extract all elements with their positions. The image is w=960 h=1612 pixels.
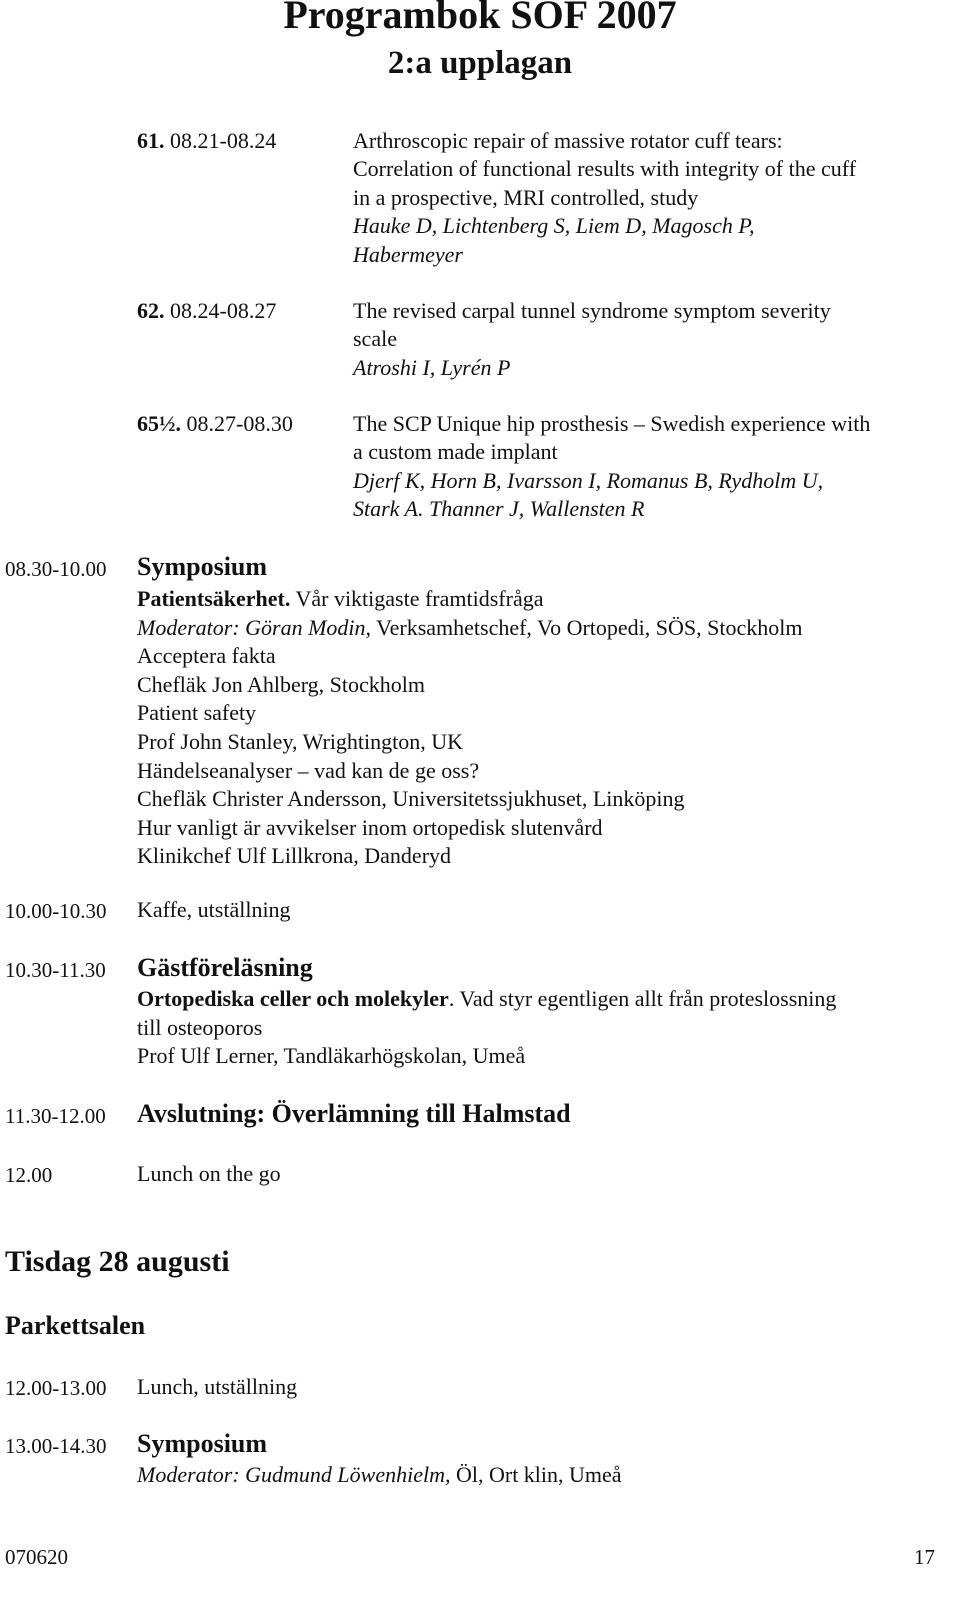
- session-time: 12.00-13.00: [5, 1376, 107, 1400]
- document-subtitle: 2:a upplagan: [387, 45, 573, 81]
- session-time: 11.30-12.00: [5, 1104, 106, 1128]
- abstract-number: 61.: [137, 128, 165, 153]
- abstract-time: 08.21-08.24: [170, 128, 277, 153]
- topic-rest: Vår viktigaste framtidsfråga: [290, 586, 544, 611]
- symposium-line: Hur vanligt är avvikelser inom ortopedisk slutenvård: [137, 814, 603, 840]
- topic-bold: Ortopediska celler och molekyler: [137, 986, 449, 1011]
- abstract-61-body: [353, 127, 856, 269]
- guest-topic: [137, 985, 836, 1014]
- abstract-time: 08.24-08.27: [170, 298, 277, 323]
- session-time: 08.30-10.00: [5, 557, 107, 581]
- abstract-time: 08.27-08.30: [186, 411, 293, 436]
- abstract-authors-line: Atroshi I, Lyrén P: [353, 354, 511, 380]
- moderator-label: Moderator: Gudmund Löwenhielm,: [137, 1462, 451, 1487]
- abstract-61-label: [137, 127, 276, 155]
- symposium-details: [137, 585, 802, 871]
- abstract-authors-line: Stark A. Thanner J, Wallensten R: [353, 496, 645, 522]
- session-heading: Symposium: [137, 1429, 268, 1458]
- abstract-title-line: a custom made implant: [353, 439, 558, 465]
- document-title: Programbok SOF 2007: [283, 0, 677, 37]
- abstract-title-line: Arthroscopic repair of massive rotator cuff tears:: [353, 128, 783, 153]
- guest-topic-line2: till osteoporos: [137, 1014, 263, 1040]
- symposium2-moderator: [137, 1461, 622, 1490]
- moderator-rest: Öl, Ort klin, Umeå: [450, 1462, 622, 1487]
- abstract-title-line: in a prospective, MRI controlled, study: [353, 184, 699, 210]
- symposium-moderator: [137, 614, 802, 643]
- abstract-authors-line: Hauke D, Lichtenberg S, Liem D, Magosch P,: [353, 213, 755, 239]
- session-time: 10.00-10.30: [5, 899, 107, 923]
- room-heading: Parkettsalen: [5, 1311, 146, 1340]
- session-time: 12.00: [5, 1163, 53, 1187]
- abstract-65-label: [137, 410, 293, 438]
- abstract-title-line: The SCP Unique hip prosthesis – Swedish experience with: [353, 411, 871, 436]
- topic-rest: . Vad styr egentligen allt från proteslossning: [448, 986, 837, 1011]
- guest-details: [137, 985, 836, 1071]
- abstract-62-label: [137, 297, 276, 325]
- topic-bold: Patientsäkerhet.: [137, 586, 291, 611]
- abstract-number: 65½.: [137, 411, 181, 436]
- session-time: 13.00-14.30: [5, 1434, 107, 1458]
- symposium-line: Acceptera fakta: [137, 643, 276, 669]
- symposium-line: Patient safety: [137, 700, 257, 726]
- symposium-line: Chefläk Christer Andersson, Universitetssjukhuset, Linköping: [137, 786, 685, 812]
- lunch-go-text: Lunch on the go: [137, 1161, 281, 1186]
- session-heading: Gästföreläsning: [137, 953, 313, 982]
- moderator-rest: , Verksamhetschef, Vo Ortopedi, SÖS, Stockholm: [365, 614, 803, 640]
- lunch-text: Lunch, utställning: [137, 1374, 298, 1399]
- day-heading: Tisdag 28 augusti: [5, 1245, 230, 1278]
- session-time: 10.30-11.30: [5, 958, 106, 982]
- symposium-line: Händelseanalyser – vad kan de ge oss?: [137, 757, 480, 783]
- symposium-line: Chefläk Jon Ahlberg, Stockholm: [137, 671, 426, 697]
- abstract-title-line: Correlation of functional results with integrity of the cuff: [353, 156, 857, 182]
- abstract-authors-line: Habermeyer: [353, 241, 463, 267]
- session-heading: Symposium: [137, 552, 268, 581]
- abstract-number: 62.: [137, 298, 165, 323]
- abstract-title-line: scale: [353, 326, 397, 352]
- symposium-line: Prof John Stanley, Wrightington, UK: [137, 728, 464, 754]
- moderator-label: Moderator: Göran Modin: [137, 614, 366, 640]
- symposium-line: Klinikchef Ulf Lillkrona, Danderyd: [137, 843, 452, 869]
- coffee-text: Kaffe, utställning: [137, 897, 291, 922]
- footer-date-code: 070620: [5, 1545, 68, 1569]
- footer-page-number: 17: [914, 1545, 935, 1569]
- symposium-topic: [137, 585, 802, 614]
- guest-speaker: Prof Ulf Lerner, Tandläkarhögskolan, Umeå: [137, 1043, 526, 1069]
- abstract-authors-line: Djerf K, Horn B, Ivarsson I, Romanus B, Rydholm U,: [353, 467, 824, 493]
- session-heading: Avslutning: Överlämning till Halmstad: [137, 1099, 571, 1128]
- abstract-65-body: [353, 410, 870, 524]
- abstract-title-line: The revised carpal tunnel syndrome symptom severity: [353, 298, 831, 323]
- abstract-62-body: [353, 297, 831, 382]
